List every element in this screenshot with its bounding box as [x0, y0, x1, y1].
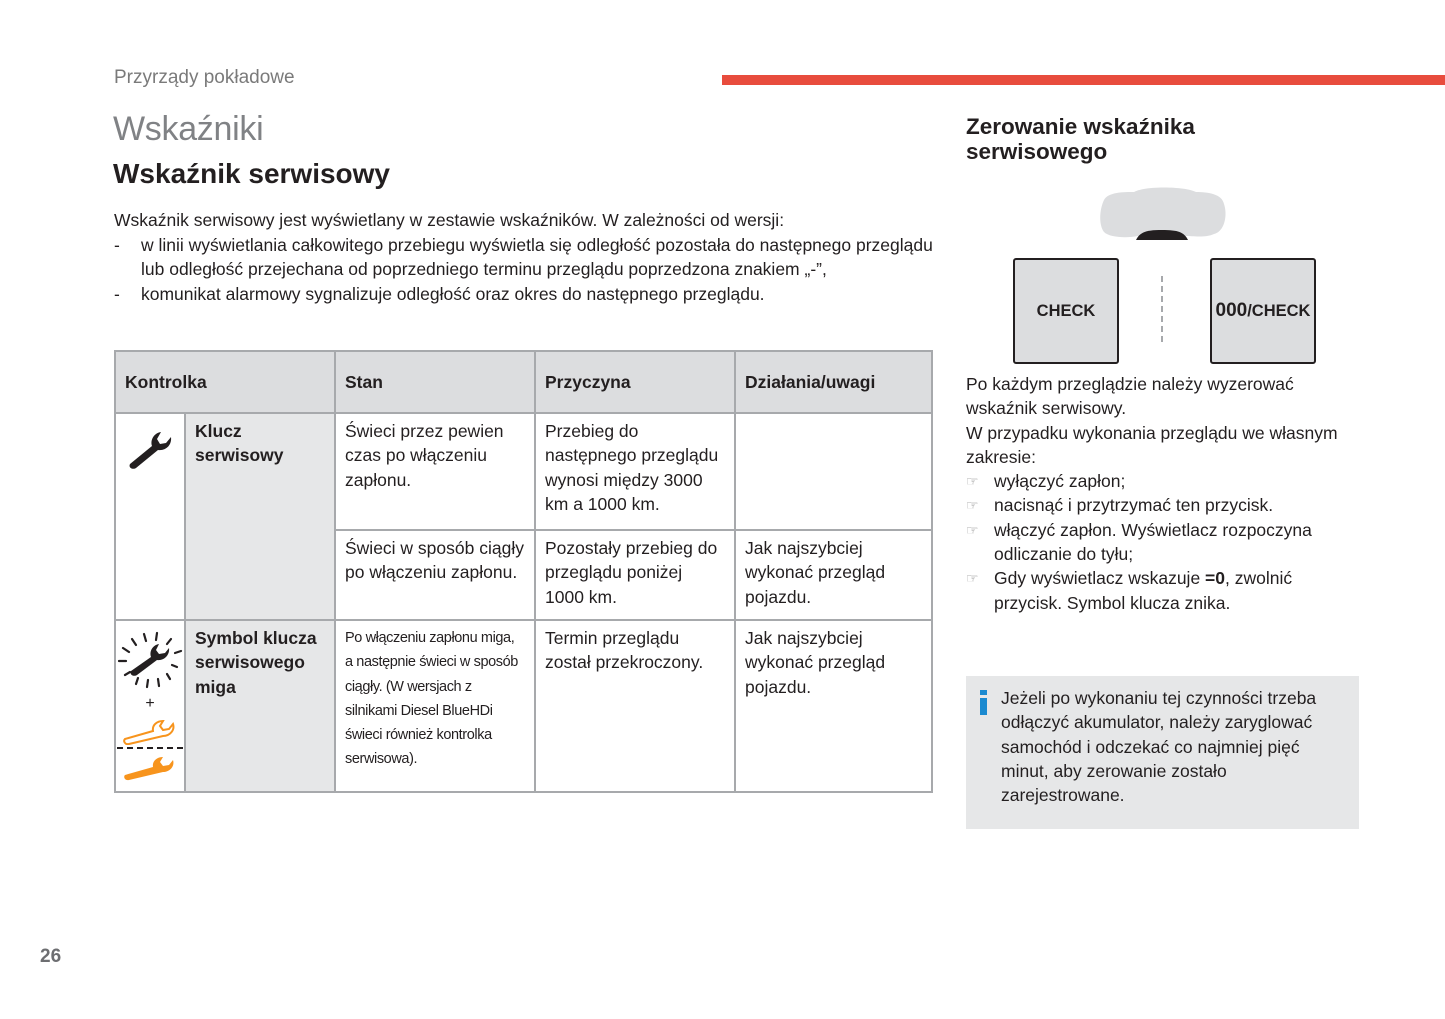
icon-cell: [115, 413, 185, 620]
wrench-icon: [126, 428, 174, 470]
stan-cell: Świeci przez pewien czas po włączeniu zapłonu.: [335, 413, 535, 530]
dzialania-cell: Jak najszybciej wykonać przegląd pojazdu.: [735, 620, 932, 792]
section-label: Przyrządy pokładowe: [114, 67, 295, 88]
header-kontrolka: Kontrolka: [115, 351, 335, 413]
reset-diagram: [1010, 184, 1320, 364]
stan-cell: Po włączeniu zapłonu miga, a następnie świeci w sposób ciągły. (W wersjach z silnikami Diesel BlueHDi świeci również kontrolka serwisowa).: [335, 620, 535, 792]
step-item: [966, 566, 1356, 615]
table-header-row: [115, 351, 932, 413]
step-item: [966, 469, 1356, 493]
dzialania-cell: Jak najszybciej wykonać przegląd pojazdu.: [735, 530, 932, 620]
plus-sign: +: [145, 695, 155, 712]
bullet-text: w linii wyświetlania całkowitego przebiegu wyświetla się odległość pozostała do następnego przeglądu lub odległość przejechana od poprzedniego terminu przeglądu poprzedzona znakiem „-”,: [141, 234, 933, 279]
reset-paragraph: W przypadku wykonania przeglądu we własnym zakresie:: [966, 422, 1338, 467]
step-text: włączyć zapłon. Wyświetlacz rozpoczyna odliczanie do tyłu;: [994, 519, 1312, 565]
przyczyna-cell: Termin przeglądu został przekroczony.: [535, 620, 735, 792]
dzialania-cell: [735, 413, 932, 530]
header-przyczyna: Przyczyna: [535, 351, 735, 413]
indicator-name: Symbol klucza serwisowego miga: [185, 620, 335, 792]
header-stan: Stan: [335, 351, 535, 413]
pointing-hand-icon: ☞: [966, 497, 979, 514]
counter-label: /CHECK: [1247, 301, 1311, 320]
indicator-table: [114, 350, 933, 793]
accent-bar: [722, 75, 1445, 85]
counter-digits: 000: [1215, 300, 1248, 321]
pointing-hand-icon: ☞: [966, 570, 979, 587]
info-note: [966, 676, 1359, 829]
bullet-dash: -: [114, 283, 120, 304]
table-row: [115, 413, 932, 530]
car-top-view-icon: [1096, 186, 1228, 240]
bullet-text: komunikat alarmowy sygnalizuje odległość oraz okres do następnego przeglądu.: [141, 283, 765, 304]
flashing-wrench-icon: [117, 631, 183, 689]
divider-dashed: [117, 747, 183, 749]
stan-cell: Świeci w sposób ciągły po włączeniu zapłonu.: [335, 530, 535, 620]
pointing-hand-icon: ☞: [966, 473, 979, 490]
indicator-name: Klucz serwisowy: [185, 413, 335, 620]
bullet-item: [114, 233, 944, 282]
reset-instructions: [966, 372, 1356, 615]
separator-dashed: [1161, 276, 1163, 342]
bullet-dash: -: [114, 234, 120, 255]
step-item: [966, 493, 1356, 517]
intro-paragraph: Wskaźnik serwisowy jest wyświetlany w zestawie wskaźników. W zależności od wersji:: [114, 210, 785, 230]
display-counter-check: [1210, 258, 1316, 364]
przyczyna-cell: Przebieg do następnego przeglądu wynosi między 3000 km a 1000 km.: [535, 413, 735, 530]
service-wrench-filled-icon: [123, 755, 177, 781]
step-text: wyłączyć zapłon;: [994, 471, 1126, 492]
reset-paragraph: Po każdym przeglądzie należy wyzerować wskaźnik serwisowy.: [966, 374, 1294, 419]
info-icon: [980, 690, 987, 716]
pointing-hand-icon: ☞: [966, 521, 979, 538]
reset-heading: Zerowanie wskaźnika serwisowego: [966, 114, 1195, 164]
step-text: nacisnąć i przytrzymać ten przycisk.: [994, 495, 1274, 516]
display-check: CHECK: [1013, 258, 1119, 364]
icon-cell: [115, 620, 185, 792]
intro-text: [114, 208, 944, 306]
info-text: Jeżeli po wykonaniu tej czynności trzeba odłączyć akumulator, należy zaryglować samochód i odczekać co najmniej pięć minut, aby zerowanie zostało zarejestrowane.: [1001, 688, 1317, 806]
table-row: [115, 620, 932, 792]
service-wrench-outline-icon: [123, 719, 177, 745]
section-heading: Wskaźnik serwisowy: [113, 158, 391, 189]
bullet-item: [114, 282, 944, 307]
header-dzialania: Działania/uwagi: [735, 351, 932, 413]
step-text: Gdy wyświetlacz wskazuje =0, zwolnić przycisk. Symbol klucza znika.: [994, 568, 1293, 613]
page-number: 26: [40, 946, 62, 967]
step-item: [966, 518, 1356, 567]
page-title: Wskaźniki: [113, 110, 264, 148]
przyczyna-cell: Pozostały przebieg do przeglądu poniżej 1000 km.: [535, 530, 735, 620]
